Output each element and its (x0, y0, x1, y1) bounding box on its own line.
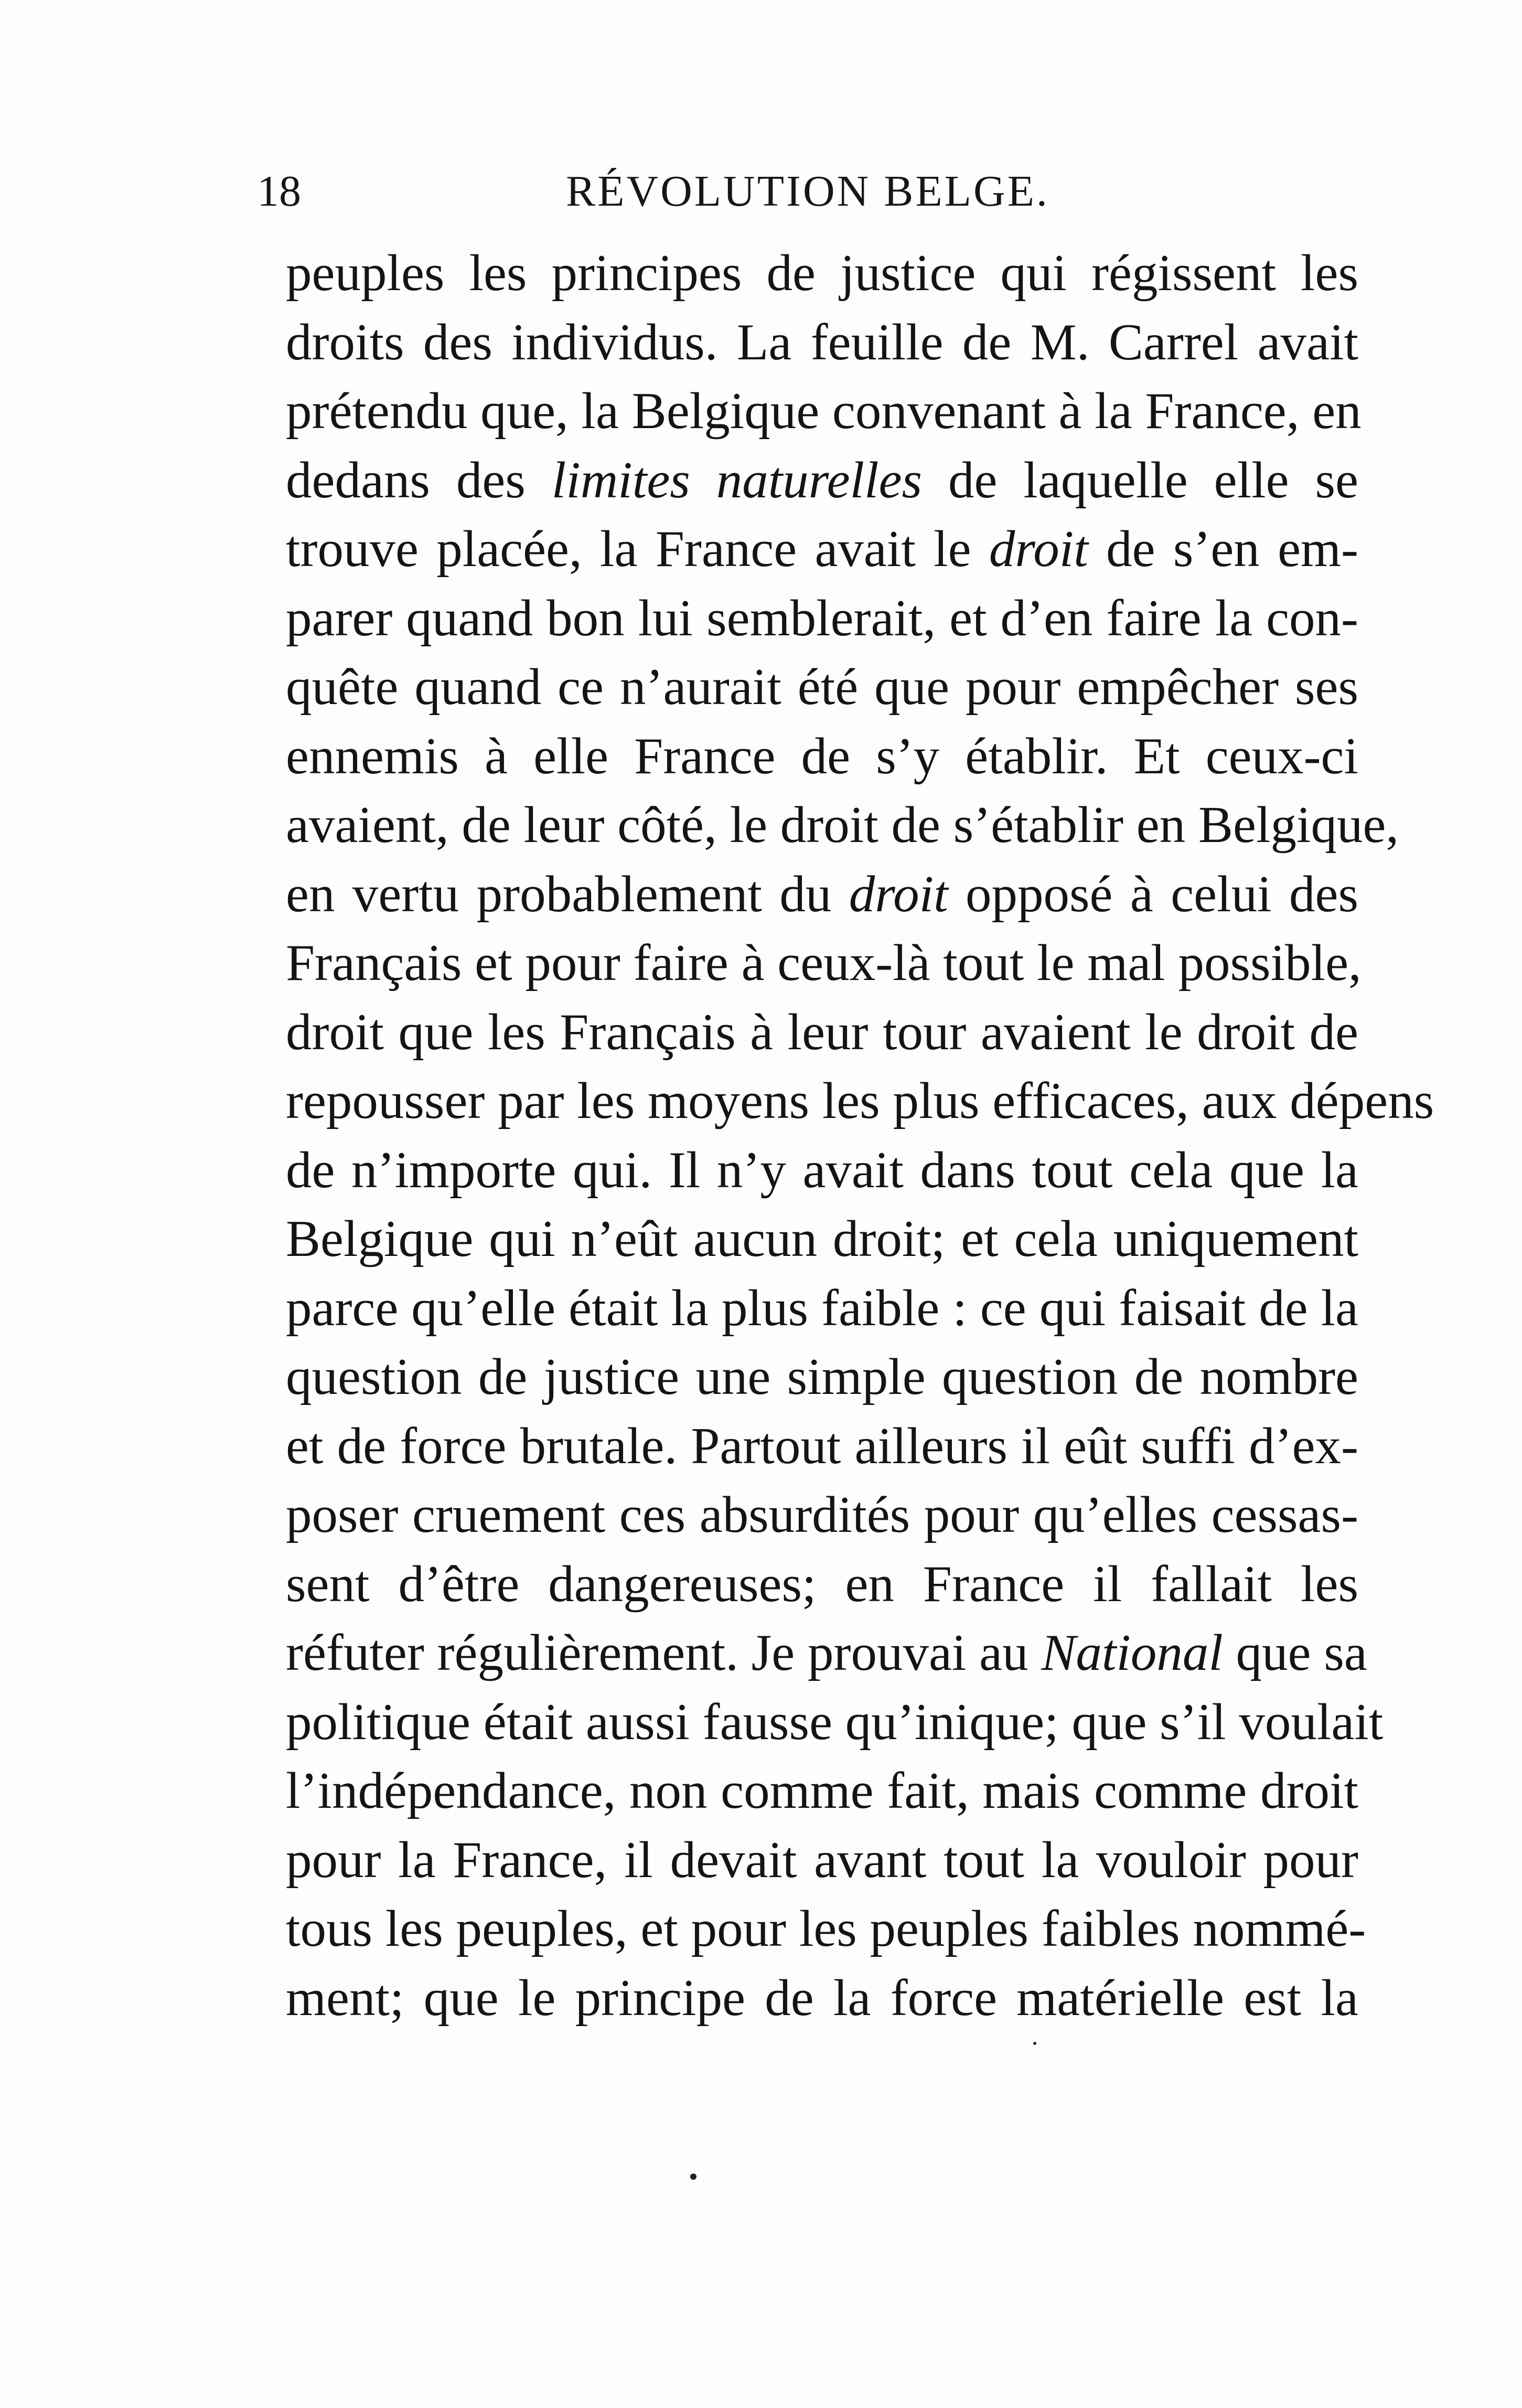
text-line: trouve placée, la France avait le droit de s’en em- (286, 520, 1358, 578)
text-line: de n’importe qui. Il n’y avait dans tout cela que la (286, 1141, 1358, 1199)
text-line: pour la France, il devait avant tout la vouloir pour (286, 1831, 1358, 1889)
text-line: question de justice une simple question de nombre (286, 1348, 1358, 1405)
text-line: dedans des limites naturelles de laquelle elle se (286, 451, 1359, 509)
text-line: peuples les principes de justice qui régissent les (286, 244, 1358, 302)
text-line: réfuter régulièrement. Je prouvai au National que sa (286, 1624, 1367, 1681)
text-line: ment; que le principe de la force matérielle est la (286, 1969, 1358, 2027)
text-line: sent d’être dangereuses; en France il fallait les (286, 1555, 1358, 1613)
text-line: quête quand ce n’aurait été que pour empêcher ses (286, 658, 1358, 716)
text-line: Belgique qui n’eût aucun droit; et cela uniquement (286, 1210, 1358, 1267)
text-line: droit que les Français à leur tour avaient le droit de (286, 1003, 1358, 1061)
text-line: en vertu probablement du droit opposé à celui des (286, 865, 1358, 923)
italic-phrase: National (1041, 1624, 1223, 1681)
text-line: poser cruement ces absurdités pour qu’elles cessas- (286, 1486, 1358, 1543)
text-line: politique était aussi fausse qu’inique; que s’il voulait (286, 1693, 1384, 1751)
italic-phrase: droit (989, 520, 1088, 578)
print-speck (690, 2173, 696, 2180)
text-line: ennemis à elle France de s’y établir. Et ceux-ci (286, 727, 1358, 785)
text-line: parer quand bon lui semblerait, et d’en faire la con- (286, 589, 1358, 647)
running-title: RÉVOLUTION BELGE. (566, 167, 1049, 216)
italic-phrase: limites naturelles (551, 451, 923, 509)
text-line: parce qu’elle était la plus faible : ce qui faisait de la (286, 1279, 1358, 1337)
print-speck (1033, 2042, 1036, 2045)
page-header (257, 157, 1358, 226)
text-line: droits des individus. La feuille de M. Carrel avait (286, 313, 1358, 371)
body-text (286, 239, 1434, 2032)
text-line: prétendu que, la Belgique convenant à la France, en (286, 382, 1362, 440)
text-line: tous les peuples, et pour les peuples faibles nommé- (286, 1900, 1366, 1957)
italic-phrase: droit (849, 865, 948, 923)
text-line: avaient, de leur côté, le droit de s’établir en Belgique, (286, 796, 1399, 854)
text-line: et de force brutale. Partout ailleurs il eût suffi d’ex- (286, 1417, 1358, 1475)
text-line: repousser par les moyens les plus efficaces, aux dépens (286, 1072, 1434, 1130)
text-line: Français et pour faire à ceux-là tout le mal possible, (286, 934, 1362, 992)
text-line: l’indépendance, non comme fait, mais comme droit (286, 1762, 1358, 1819)
page-number: 18 (257, 167, 301, 216)
